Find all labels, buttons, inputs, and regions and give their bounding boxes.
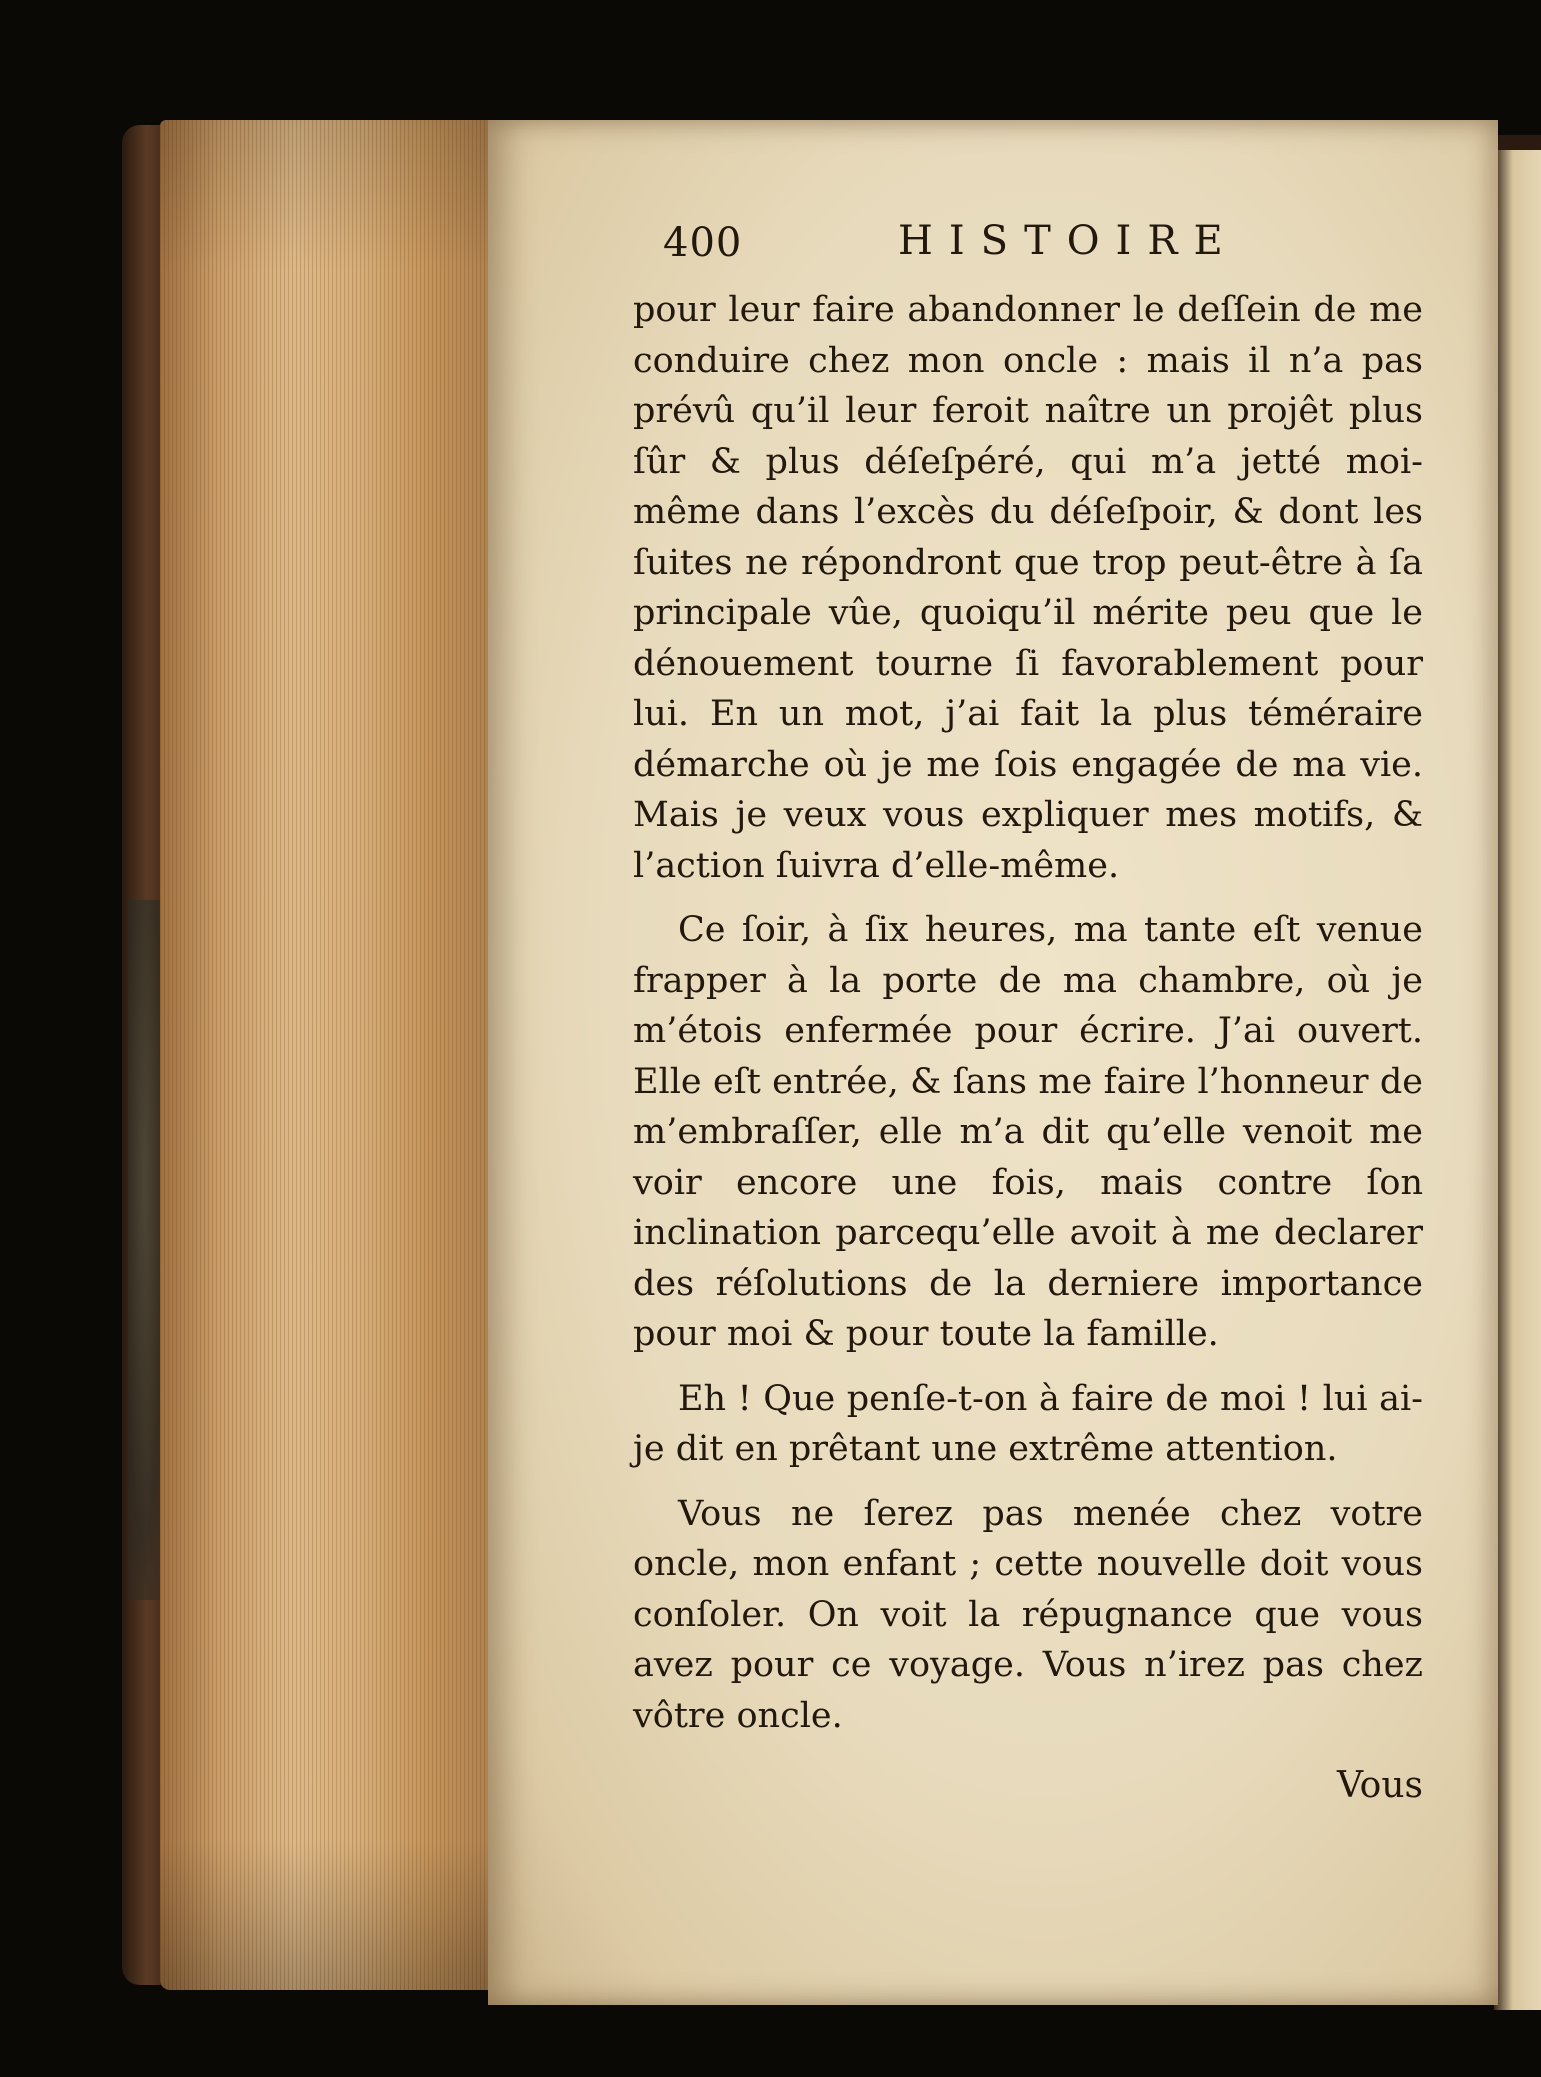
page-text (488, 120, 1498, 2005)
paragraph: Vous ne ſerez pas menée chez votre oncle, mon enfant ; cette nouvelle doit vous conſoler. On voit la répugnance que vous avez pour ce voyage. Vous n’irez pas chez vôtre oncle. (633, 1493, 1423, 1736)
paragraph: Eh ! Que penſe-t-on à faire de moi ! lui ai-je dit en prêtant une extrême attention. (633, 1378, 1423, 1469)
page-number: 400 (663, 220, 743, 266)
book-page (488, 120, 1498, 2005)
paragraph: Ce ſoir, à ſix heures, ma tante eſt venue frapper à la porte de ma chambre, où je m’étois enfermée pour écrire. J’ai ouvert. Elle eſt entrée, & ſans me faire l’honneur de m’embraſſer, elle m’a dit qu’elle venoit me voir encore une fois, mais contre ſon inclination parcequ’elle avoit à me declarer des réſolutions de la derniere importance pour moi & pour toute la famille. (633, 910, 1423, 1354)
catchword: Vous (1336, 1765, 1423, 1806)
body-text (633, 285, 1423, 1755)
page-edges-shadow (160, 120, 495, 1990)
paragraph: pour leur faire abandonner le deſſein de me conduire chez mon oncle : mais il n’a pas prévû qu’il leur feroit naître un projêt plus ſûr & plus déſeſpéré, qui m’a jetté moi-même dans l’excès du déſeſpoir, & dont les ſuites ne répondront que trop peut-être à ſa principale vûe, quoiqu’il mérite peu que le dénouement tourne ſi favorablement pour lui. En un mot, j’ai fait la plus téméraire démarche où je me ſois engagée de ma vie. Mais je veux vous expliquer mes motifs, & l’action ſuivra d’elle-même. (633, 290, 1423, 886)
facing-page-edge (1494, 150, 1541, 2010)
running-head: HISTOIRE (898, 218, 1239, 264)
